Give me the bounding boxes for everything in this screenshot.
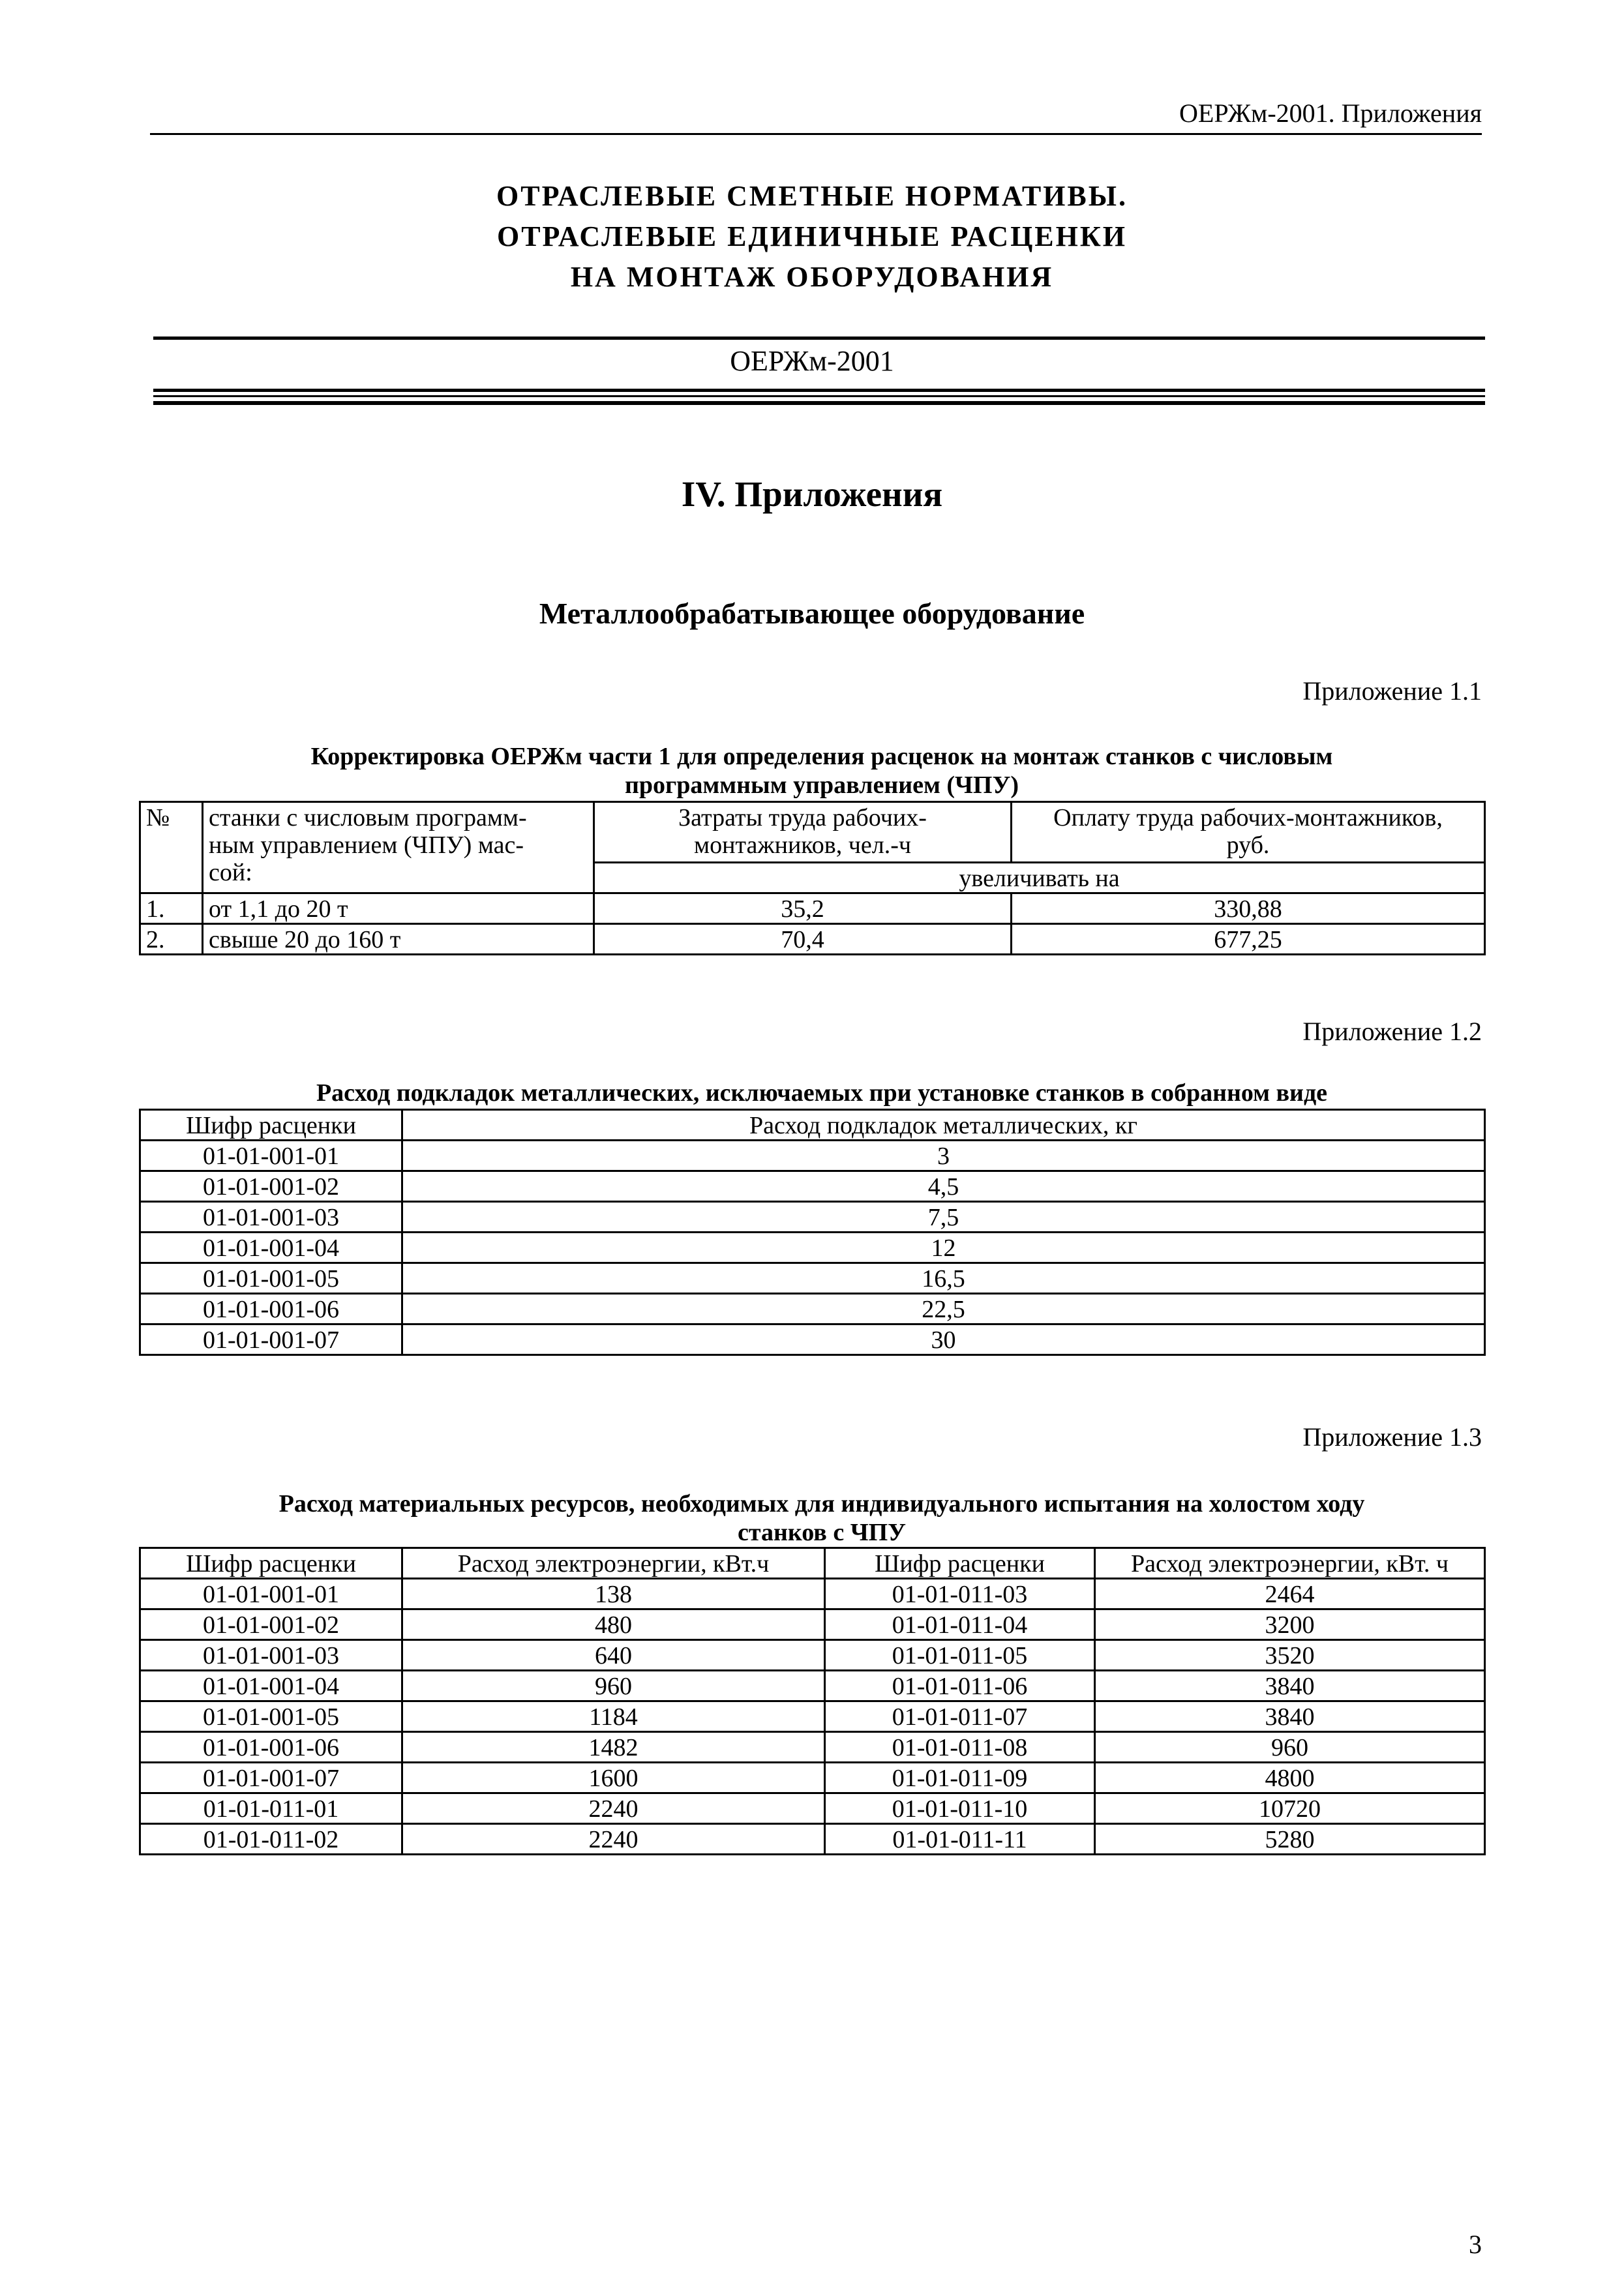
table-row xyxy=(140,1609,1485,1640)
cell-labor: 70,4 xyxy=(594,924,1012,955)
header-machines-line-2: ным управлением (ЧПУ) мас- xyxy=(209,831,524,859)
cell-code-2: 01-01-011-08 xyxy=(825,1732,1095,1763)
appendix-1-2-caption: Расход подкладок металлических, исключаемых при установке станков в собранном виде xyxy=(316,1079,1328,1107)
cell-num: 1. xyxy=(140,893,203,924)
document-title xyxy=(0,176,1624,297)
table-row xyxy=(140,1579,1485,1609)
cell-energy-1: 2240 xyxy=(402,1793,825,1824)
table-row xyxy=(140,1202,1485,1233)
table-row xyxy=(140,1763,1485,1793)
cell-code-1: 01-01-001-04 xyxy=(140,1671,402,1701)
cell-pay: 330,88 xyxy=(1012,893,1485,924)
cell-energy-1: 960 xyxy=(402,1671,825,1701)
band-rule-bottom-1 xyxy=(153,389,1485,392)
header-pay-line-1: Оплату труда рабочих-монтажников, xyxy=(1053,804,1443,831)
cell-code-1: 01-01-001-06 xyxy=(140,1732,402,1763)
table-appendix-1-3 xyxy=(139,1547,1486,1855)
table-row xyxy=(140,1324,1485,1355)
cell-energy-1: 1184 xyxy=(402,1701,825,1732)
table-row xyxy=(140,1824,1485,1855)
table-row xyxy=(140,893,1485,924)
appendix-1-3-caption xyxy=(196,1489,1448,1547)
table-row xyxy=(140,1793,1485,1824)
appendix-1-1-caption-line-2: программным управлением (ЧПУ) xyxy=(624,771,1019,799)
cell-code: 01-01-001-03 xyxy=(140,1202,402,1233)
cell-value: 3 xyxy=(402,1141,1485,1171)
cell-energy-2: 3200 xyxy=(1095,1609,1485,1640)
cell-energy-2: 10720 xyxy=(1095,1793,1485,1824)
title-line-1: ОТРАСЛЕВЫЕ СМЕТНЫЕ НОРМАТИВЫ. xyxy=(496,180,1128,212)
header-rule xyxy=(150,133,1482,135)
appendix-1-3-caption-line-1: Расход материальных ресурсов, необходимых для индивидуального испытания на холостом ходу xyxy=(278,1490,1365,1518)
table-row xyxy=(140,1671,1485,1701)
table-row xyxy=(140,1233,1485,1263)
cell-mass: свыше 20 до 160 т xyxy=(203,924,594,955)
table-row xyxy=(140,1171,1485,1202)
appendix-1-3-caption-line-2: станков с ЧПУ xyxy=(737,1519,907,1546)
header-num: № xyxy=(140,802,203,893)
cell-code-2: 01-01-011-07 xyxy=(825,1701,1095,1732)
cell-code-1: 01-01-001-02 xyxy=(140,1609,402,1640)
cell-energy-2: 3520 xyxy=(1095,1640,1485,1671)
cell-value: 12 xyxy=(402,1233,1485,1263)
header-energy-2: Расход электроэнергии, кВт. ч xyxy=(1095,1548,1485,1579)
cell-code-2: 01-01-011-03 xyxy=(825,1579,1095,1609)
table-header-row xyxy=(140,1548,1485,1579)
table-appendix-1-1 xyxy=(139,801,1486,955)
subsection-title: Металлообрабатывающее оборудование xyxy=(539,597,1085,630)
section-title: IV. Приложения xyxy=(681,474,943,514)
table-row xyxy=(140,1732,1485,1763)
cell-value: 30 xyxy=(402,1324,1485,1355)
cell-code: 01-01-001-01 xyxy=(140,1141,402,1171)
cell-code-2: 01-01-011-06 xyxy=(825,1671,1095,1701)
table-row xyxy=(140,1640,1485,1671)
cell-code: 01-01-001-07 xyxy=(140,1324,402,1355)
cell-energy-1: 480 xyxy=(402,1609,825,1640)
header-machines xyxy=(203,802,594,893)
appendix-1-3-label: Приложение 1.3 xyxy=(1302,1422,1482,1452)
cell-energy-1: 2240 xyxy=(402,1824,825,1855)
table-row xyxy=(140,1263,1485,1294)
table-header-row xyxy=(140,802,1485,863)
cell-value: 16,5 xyxy=(402,1263,1485,1294)
table-header-row xyxy=(140,1110,1485,1141)
document-code: ОЕРЖм-2001 xyxy=(730,345,894,377)
cell-code-1: 01-01-001-03 xyxy=(140,1640,402,1671)
header-code-1: Шифр расценки xyxy=(140,1548,402,1579)
cell-code-1: 01-01-011-01 xyxy=(140,1793,402,1824)
cell-pay: 677,25 xyxy=(1012,924,1485,955)
table-row xyxy=(140,1701,1485,1732)
header-code-2: Шифр расценки xyxy=(825,1548,1095,1579)
cell-energy-2: 5280 xyxy=(1095,1824,1485,1855)
table-row xyxy=(140,1294,1485,1324)
cell-value: 22,5 xyxy=(402,1294,1485,1324)
cell-energy-1: 1600 xyxy=(402,1763,825,1793)
cell-value: 4,5 xyxy=(402,1171,1485,1202)
cell-value: 7,5 xyxy=(402,1202,1485,1233)
header-labor-line-1: Затраты труда рабочих- xyxy=(678,804,927,831)
appendix-1-1-label: Приложение 1.1 xyxy=(1302,676,1482,706)
cell-code: 01-01-001-05 xyxy=(140,1263,402,1294)
header-consumption: Расход подкладок металлических, кг xyxy=(402,1110,1485,1141)
header-energy-1: Расход электроэнергии, кВт.ч xyxy=(402,1548,825,1579)
page-number: 3 xyxy=(1469,2230,1482,2259)
cell-mass: от 1,1 до 20 т xyxy=(203,893,594,924)
cell-code-2: 01-01-011-04 xyxy=(825,1609,1095,1640)
cell-code: 01-01-001-06 xyxy=(140,1294,402,1324)
header-machines-line-1: станки с числовым программ- xyxy=(209,804,527,831)
cell-code-1: 01-01-001-01 xyxy=(140,1579,402,1609)
cell-code-1: 01-01-001-05 xyxy=(140,1701,402,1732)
cell-energy-2: 3840 xyxy=(1095,1671,1485,1701)
header-labor xyxy=(594,802,1012,863)
cell-energy-2: 3840 xyxy=(1095,1701,1485,1732)
table-row xyxy=(140,924,1485,955)
running-head: ОЕРЖм-2001. Приложения xyxy=(1179,98,1482,128)
cell-code-1: 01-01-011-02 xyxy=(140,1824,402,1855)
appendix-1-1-caption xyxy=(196,742,1448,800)
cell-energy-2: 960 xyxy=(1095,1732,1485,1763)
cell-energy-2: 2464 xyxy=(1095,1579,1485,1609)
cell-code: 01-01-001-02 xyxy=(140,1171,402,1202)
cell-energy-1: 138 xyxy=(402,1579,825,1609)
appendix-1-1-caption-line-1: Корректировка ОЕРЖм части 1 для определения расценок на монтаж станков с числовым xyxy=(310,743,1333,770)
cell-labor: 35,2 xyxy=(594,893,1012,924)
band-rule-top xyxy=(153,337,1485,340)
cell-energy-1: 1482 xyxy=(402,1732,825,1763)
header-code: Шифр расценки xyxy=(140,1110,402,1141)
cell-code: 01-01-001-04 xyxy=(140,1233,402,1263)
band-rule-bottom-2 xyxy=(153,395,1485,397)
cell-code-1: 01-01-001-07 xyxy=(140,1763,402,1793)
cell-code-2: 01-01-011-09 xyxy=(825,1763,1095,1793)
table-appendix-1-2 xyxy=(139,1109,1486,1356)
cell-energy-2: 4800 xyxy=(1095,1763,1485,1793)
header-pay xyxy=(1012,802,1485,863)
title-line-2: ОТРАСЛЕВЫЕ ЕДИНИЧНЫЕ РАСЦЕНКИ xyxy=(496,220,1127,252)
appendix-1-2-label: Приложение 1.2 xyxy=(1302,1017,1482,1046)
header-increase: увеличивать на xyxy=(594,863,1485,893)
cell-code-2: 01-01-011-05 xyxy=(825,1640,1095,1671)
header-machines-line-3: сой: xyxy=(209,859,252,886)
cell-num: 2. xyxy=(140,924,203,955)
title-line-3: НА МОНТАЖ ОБОРУДОВАНИЯ xyxy=(570,261,1054,293)
cell-code-2: 01-01-011-11 xyxy=(825,1824,1095,1855)
cell-code-2: 01-01-011-10 xyxy=(825,1793,1095,1824)
band-rule-bottom-3 xyxy=(153,401,1485,405)
header-labor-line-2: монтажников, чел.-ч xyxy=(694,831,911,859)
header-pay-line-2: руб. xyxy=(1226,831,1270,859)
cell-energy-1: 640 xyxy=(402,1640,825,1671)
table-row xyxy=(140,1141,1485,1171)
